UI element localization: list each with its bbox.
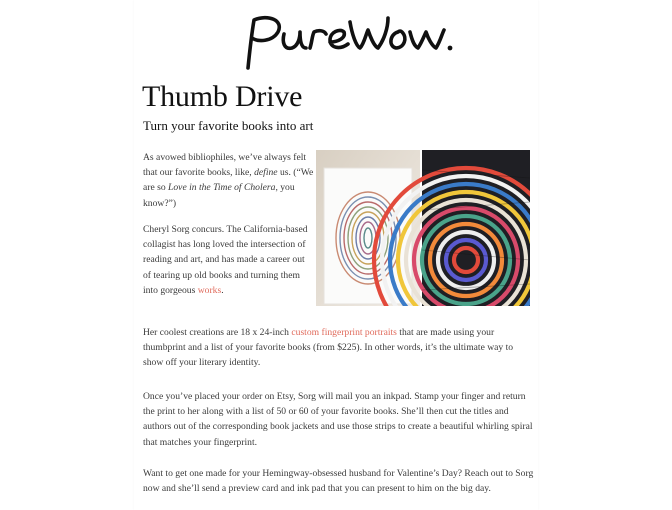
article-title: Thumb Drive	[142, 80, 303, 113]
logo-wordmark	[238, 8, 458, 76]
article-subtitle: Turn your favorite books into art	[143, 118, 314, 133]
paragraph-intro-italic-define: define	[254, 167, 278, 179]
paragraph-portraits-text-a: Her coolest creations are 18 x 24-inch	[143, 327, 292, 338]
paragraph-artist-text: Cheryl Sorg concurs. The California-based collagist has long loved the intersection of reading and art, and has made a career out of tearing up old books and turning them into gorgeous	[143, 224, 308, 296]
paragraph-artist	[143, 222, 315, 298]
fingerprint-art-image	[316, 150, 530, 306]
logo-text: PureWow.	[238, 8, 244, 9]
paragraph-artist-period: .	[221, 284, 224, 296]
paragraph-portraits-text-b: that are made using your thumbprint and a list of your favorite books (from $225). In other words, it’s the ultimate way to show off your literary identity.	[143, 327, 514, 369]
paragraph-intro-text-c: us. (“We are so	[143, 167, 314, 194]
fingerprint-artwork	[316, 150, 530, 306]
paragraph-intro-text-e: , you know?”)	[143, 182, 295, 209]
paragraph-process: Once you’ve placed your order on Etsy, Sorg will mail you an inkpad. Stamp your finger and return the print to her along with a list of 50 or 60 of your favorite books. She’ll then cut the titles and authors out of the corresponding book jackets and use those strips to create a beautiful whirling spiral that matches your fingerprint.	[143, 391, 533, 448]
paragraph-intro-text-a: As avowed bibliophiles, we’ve always felt that our favorite books, like,	[143, 152, 307, 179]
paragraph-intro	[143, 150, 315, 211]
custom-fingerprint-portraits-link[interactable]: custom fingerprint portraits	[291, 327, 397, 338]
paragraph-intro-italic-book: Love in the Time of Cholera	[168, 182, 276, 194]
purewow-logo[interactable]	[238, 8, 458, 76]
paragraph-portraits	[143, 325, 535, 371]
paragraph-valentines: Want to get one made for your Hemingway-obsessed husband for Valentine’s Day? Reach out to Sorg now and she’ll send a preview card and ink pad that you can present to him on the big day.	[143, 468, 534, 495]
works-link[interactable]: works	[197, 284, 222, 296]
